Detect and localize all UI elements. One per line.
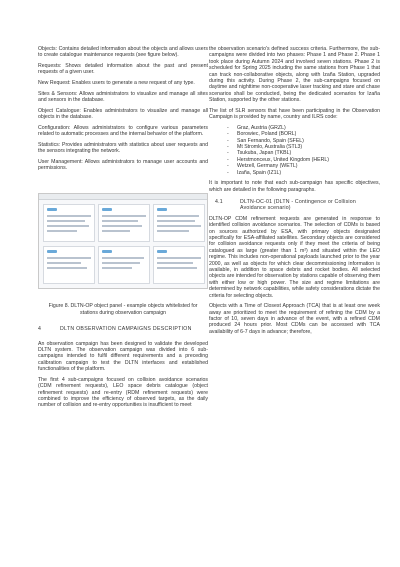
list-item: - Mt Stromlo, Australia (STL3) — [227, 144, 303, 151]
figure-card — [98, 246, 150, 284]
figure-toolbar — [39, 194, 207, 200]
figure-card — [153, 246, 205, 284]
paragraph-phases: the observation scenario's defined success criteria. Furthermore, the sub-campaigns were divided into two phases: Phase 1 and Phase 2. Phase 1 took place during Autumn 2024 and involved seven stations. Phase 2 is scheduled for Spring 2025 including the same stations from Phase 1 that can track non-collaborative objects, along with Izaña Station, upgraded during this activity. During Phase 2, the sub-campaigns focused on daytime and nighttime non-cooperative laser tracking and stare and chase scenarios shall be conducted, being the dedicated scenarios for Izaña Station, supported by the other stations. — [209, 46, 380, 104]
list-item: - Herstmonceux, United Kingdom (HERL) — [227, 156, 329, 163]
paragraph-cdm-refinement: DLTN-OP CDM refinement requests are generated in response to identified collision avoidance scenarios. The selection of CDMs is based on sources authorized by ESA, with primary objects designated specifically for ESA-affiliated satellites. Secondary objects are considered for collision avoidance requests only if they meet the criteria of being catalogued as large (greater than 1 m²) and situated within the LEO regime. This includes non-operational payloads launched prior to the year 2000, as well as objects for which clear decommissioning information is available, in addition to space debris and rocket bodies. All selected objects are intended for observation by stations capable of observing them with either low or high power. The size and regime limitations are determined by network capabilities, while safety considerations dictate the criteria for selecting objects. — [209, 215, 381, 299]
figure-card — [153, 204, 205, 242]
list-item: - Borowiec, Poland (BORL) — [227, 131, 297, 138]
paragraph-sub-campaigns: The first 4 sub-campaigns focused on collision avoidance scenarios (CDM refinement requests), LEO space debris catalogue (object refinement requests) and re-entry (RDM refinement requests) were combined to improve the efficiency of observed targets, as the daily number of collision and re-entry opportunities is insufficient to meet — [38, 376, 208, 409]
list-item: - Graz, Austria (GRZL) — [227, 124, 286, 131]
paragraph-user-management: User Management: Allows administrators to manage user accounts and permissions. — [38, 158, 208, 171]
list-item: - Wetzell, Germany (WETL) — [227, 163, 298, 170]
list-item: - Izaña, Spain (IZ1L) — [227, 169, 282, 176]
list-item: - San Fernando, Spain (SFEL) — [227, 137, 304, 144]
section-title: DLTN OBSERVATION CAMPAIGNS DESCRIPTION — [60, 326, 192, 333]
section-heading — [38, 326, 208, 332]
list-item: - Tsukuba, Japan (TKBL) — [227, 150, 292, 157]
right-column — [209, 46, 380, 339]
figure-caption: Figure 8. DLTN-OP object panel - example objects whitelisted for stations during observation campaign — [48, 303, 198, 316]
paragraph-sub-campaign-objectives: It is important to note that each sub-campaign has specific objectives, which are detailed in the following paragraphs. — [209, 180, 380, 193]
paragraph-configuration: Configuration: Allows administrators to configure various parameters related to automatic processes and the internal behavior of the platform. — [38, 124, 208, 137]
slr-sensor-list — [227, 125, 380, 176]
paragraph-objects: Objects: Contains detailed information about the objects and allows users to create catalogue maintenance requests (see figure below). — [38, 46, 208, 59]
figure-object-panel-screenshot — [38, 193, 208, 289]
subsection-title: DLTN-OC-01 (DLTN - Contingence or Collision Avoidance scenario) — [240, 198, 356, 212]
paragraph-campaign-intro: An observation campaign has been designed to validate the developed DLTN system. The observation campaign was divided into 6 sub-campaigns intended to fulfil different requirements and a preceding calibration campaign to test the DLTN interfaces and established functionalities of the platform. — [38, 340, 208, 373]
subsection-heading — [209, 199, 380, 212]
left-column — [38, 46, 208, 413]
section-number: 4 — [38, 326, 42, 333]
figure-card — [98, 204, 150, 242]
paragraph-slr-list-intro: The list of SLR sensors that have been participating in the Observation Campaign is provided by name, country and ILRS code: — [209, 107, 380, 121]
paragraph-object-catalogue: Object Catalogue: Enables administrators to visualize and manage all objects in the database. — [38, 107, 208, 120]
paragraph-statistics: Statistics: Provides administrators with statistics about user requests and the sensors integrating the network. — [38, 141, 208, 154]
paragraph-requests: Requests: Shows detailed information about the past and present requests of a given user. — [38, 63, 208, 76]
subsection-number: 4.1 — [215, 198, 223, 205]
paragraph-sites-sensors: Sites & Sensors: Allows administrators to visualize and manage all sites and sensors in the database. — [38, 90, 208, 103]
paragraph-new-request: New Request: Enables users to generate a new request of any type. — [38, 80, 195, 86]
figure-card — [43, 204, 95, 242]
figure-card — [43, 246, 95, 284]
paragraph-tca: Objects with a Time of Closest Approach (TCA) that is at least one week away are prioritized to meet the requirement of refining the CDM by a factor of 10, seven days in advance of the event, with a refined CDM produced 24 hours prior. Most CDMs can be accessed with TCA availability of 6-7 days in advance; therefore, — [209, 303, 380, 335]
